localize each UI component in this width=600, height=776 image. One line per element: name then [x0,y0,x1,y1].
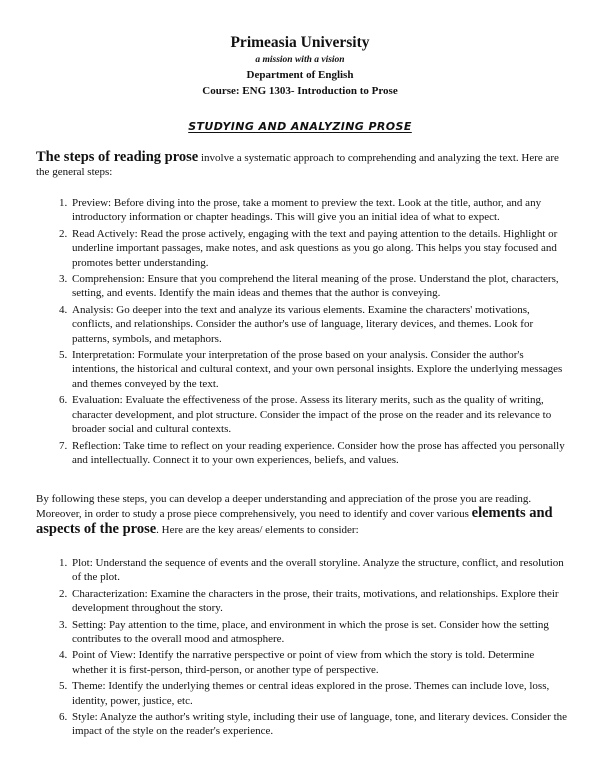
page-title: STUDYING AND ANALYZING PROSE [188,120,412,133]
steps-list-container [36,196,568,469]
list-item: 4. Analysis: Go deeper into the text and analyze its various elements. Examine the characters' motivations, conflicts, and relationships. Consider the author's use of language, literary devices, and themes. Look for patterns, symbols, and metaphors. [70,303,568,346]
university-motto: a mission with a vision [255,55,345,65]
intro-text: involve a systematic approach to comprehending and analyzing the text. Here are the general steps: [36,152,559,179]
list-item: 7. Reflection: Take time to reflect on your reading experience. Consider how the prose has affected you personally and intellectually. Connect it to your own experiences, beliefs, and values. [70,439,568,468]
elements-list-container [36,556,568,741]
elements-list [36,556,568,739]
intro-lead: The steps of reading prose [36,149,199,165]
list-item: 1. Plot: Understand the sequence of events and the overall storyline. Analyze the structure, conflict, and resolution of the plot. [70,556,568,585]
list-item: 5. Theme: Identify the underlying themes or central ideas explored in the prose. Themes can include love, loss, identity, power, justice, etc. [70,679,568,708]
university-name: Primeasia University [230,34,370,51]
list-item: 6. Evaluation: Evaluate the effectiveness of the prose. Assess its literary merits, such as the quality of writing, character development, and plot structure. Consider the impact of the prose on the reader and its relevance to broader social and cultural contexts. [70,393,568,436]
list-item: 2. Characterization: Examine the characters in the prose, their traits, motivations, and relationships. Explore their development throughout the story. [70,587,568,616]
intro-paragraph [36,150,568,180]
department-name: Department of English [246,69,354,81]
document-header [0,33,600,99]
elements-intro-paragraph [36,492,568,537]
elements-intro-text: By following these steps, you can develop a deeper understanding and appreciation of the prose you are reading. Moreover, in order to study a prose piece comprehensively, you need to identify and cover various [36,493,532,521]
list-item: 3. Comprehension: Ensure that you comprehend the literal meaning of the prose. Understand the plot, characters, setting, and events. Identify the main ideas and themes that the author is conveying. [70,272,568,301]
list-item: 3. Setting: Pay attention to the time, place, and environment in which the prose is set. Consider how the setting contributes to the overall mood and atmosphere. [70,618,568,647]
list-item: 1. Preview: Before diving into the prose, take a moment to preview the text. Look at the title, author, and any introductory information or chapter headings. This will give you an initial idea of what to expect. [70,196,568,225]
steps-list [36,196,568,467]
list-item: 5. Interpretation: Formulate your interpretation of the prose based on your analysis. Consider the author's intentions, the historical and cultural context, and your own personal insights. Explore the underlying messages and themes conveyed by the text. [70,348,568,391]
elements-intro-tail: . Here are the key areas/ elements to consider: [156,523,359,536]
list-item: 6. Style: Analyze the author's writing style, including their use of language, tone, and literary devices. Consider the impact of the style on the reader's experience. [70,710,568,739]
course-title: Course: ENG 1303- Introduction to Prose [202,85,398,97]
elements-intro-lead: elements and aspects of the prose [36,505,553,537]
list-item: 4. Point of View: Identify the narrative perspective or point of view from which the story is told. Determine whether it is first-person, third-person, or another type of perspective. [70,648,568,677]
list-item: 2. Read Actively: Read the prose actively, engaging with the text and paying attention to the details. Highlight or underline important passages, make notes, and ask questions as you go along. This helps you stay focused and promotes better understanding. [70,227,568,270]
